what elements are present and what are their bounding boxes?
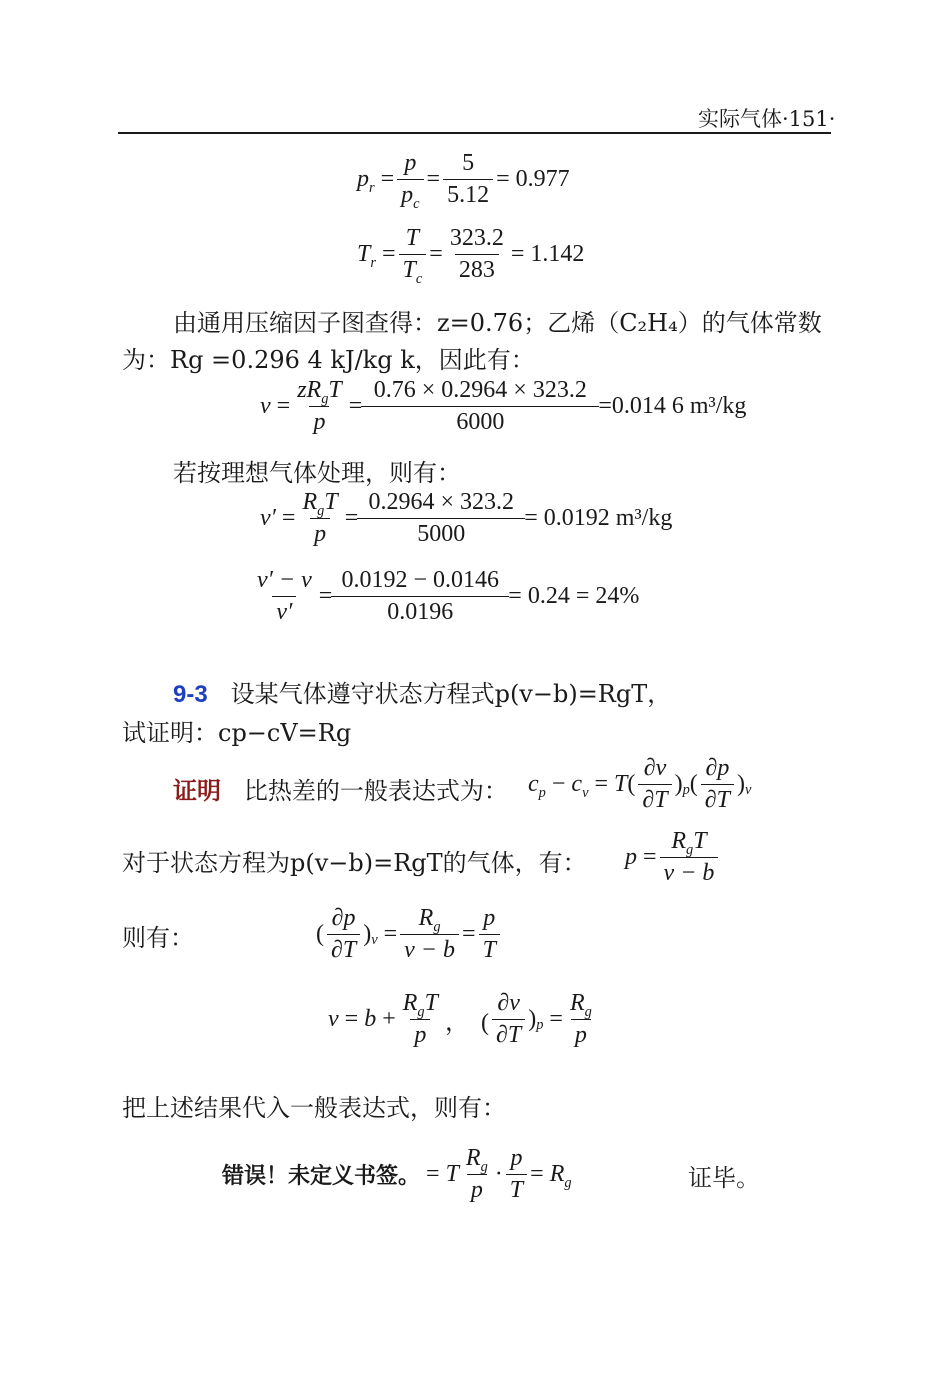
intro-line-1: 由通用压缩因子图查得：z=0.76；乙烯（C₂H₄）的气体常数 [173,309,822,337]
error-text: 错误！未定义书签。 [222,1164,421,1189]
proof-line-4: 把上述结果代入一般表达式，则有： [122,1094,506,1122]
problem-statement: 设某气体遵守状态方程式p(v−b)=RgT， [230,680,672,708]
formula-v-dvdt: v = b + $\frac{R_gT}{p}$ ， ( $\frac{\partial v}{\partial T}$ ) p = $\frac{R_g}{p}$ [328,990,592,1048]
problem-heading [173,674,671,709]
running-header: 实际气体·151· [698,107,836,131]
proof-line-2: 对于状态方程为p(v−b)=RgT的气体，有： [122,849,587,877]
final-line: 错误！未定义书签。 = T $\frac{R_g}{p}$ · $\frac{p}{T}$ = $R_g$ [222,1145,572,1203]
proof-line-3: 则有： [122,924,194,952]
equation-pr: $p_r$ = $\frac{p}{p_c}$ = $\frac{5}{5.12}$ = 0.977 [357,150,570,212]
problem-number: 9-3 [173,681,208,708]
problem-prove: 试证明：cp−cV=Rg [122,719,352,747]
ideal-gas-intro: 若按理想气体处理，则有： [173,459,461,487]
equation-v: v = $\frac{zR_gT}{p}$ = $\frac{0.76 \times 0.2964 \times 323.2}{6000}$ =0.014 6 m³/kg [260,377,747,435]
formula-dpdt: ( $\frac{\partial p}{\partial T}$ ) v = $\frac{R_g}{v - b}$ = $\frac{p}{T}$ [316,905,503,964]
equation-v-prime: v′ = $\frac{R_gT}{p}$ = $\frac{0.2964 \times 323.2}{5000}$ = 0.0192 m³/kg [260,489,673,547]
proof-line-1: 证明 比热差的一般表达式为： [173,777,508,805]
formula-cp-cv: $c_p$ − $c_v$ = T ( $\frac{\partial v}{\partial T}$ ) p ( $\frac{\partial p}{\partial T}$ ) v [528,755,752,813]
intro-line-2: 为：Rg =0.296 4 kJ/kg k，因此有： [122,346,535,374]
header-rule [118,132,831,134]
equation-tr: $T_r$ = $\frac{T}{T_c}$ = $\frac{323.2}{283}$ = 1.142 [357,225,585,287]
formula-p: p = $\frac{R_gT}{v - b}$ [625,828,721,887]
proof-end: 证毕。 [688,1164,760,1192]
equation-relative-diff: $\frac{v' - v}{v'}$ = $\frac{0.0192 - 0.0146}{0.0196}$ = 0.24 = 24% [257,567,640,625]
proof-label: 证明 [173,778,221,805]
